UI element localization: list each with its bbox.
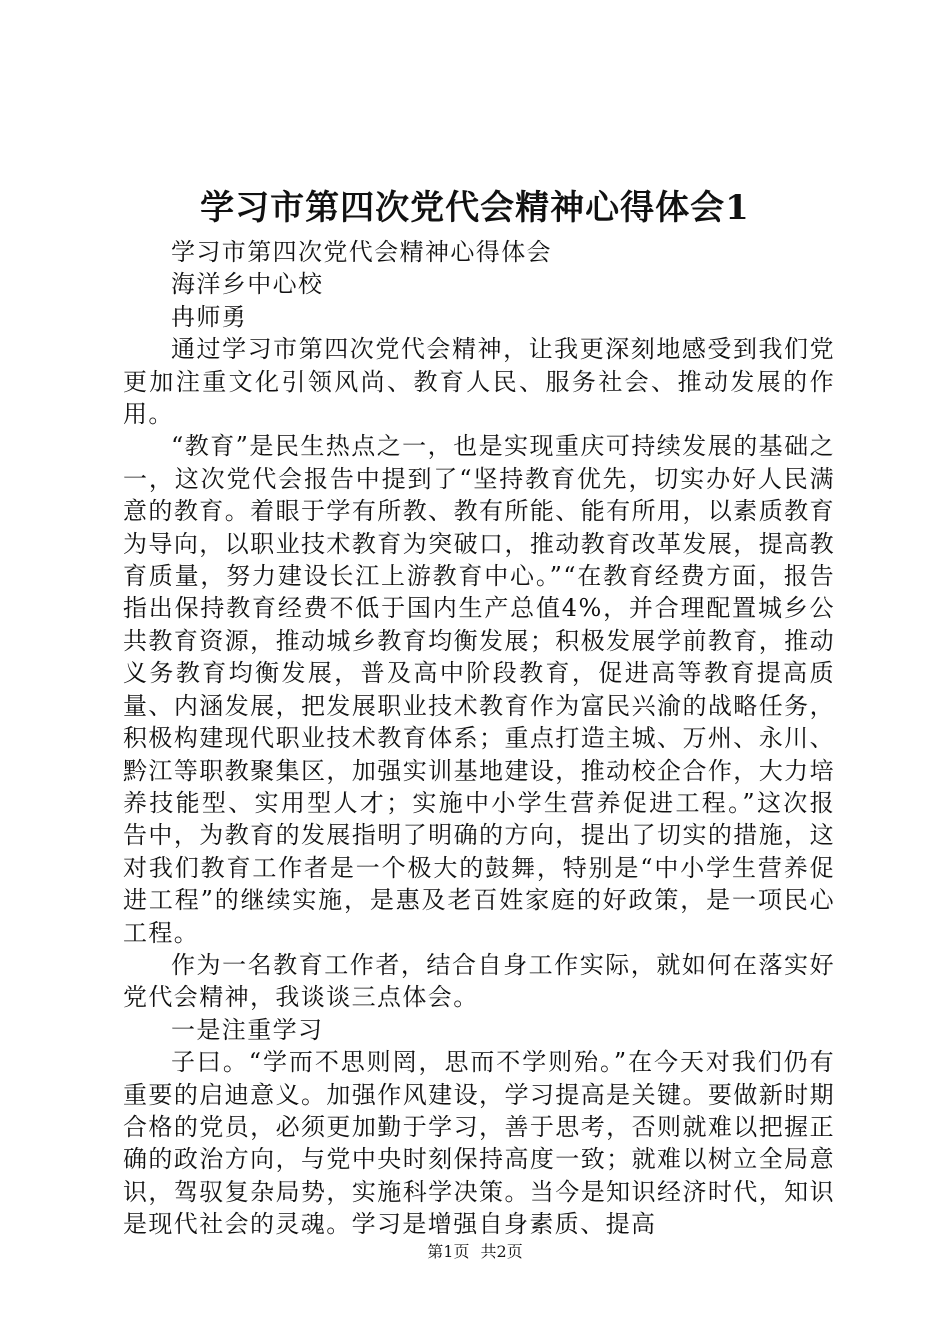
body-paragraph: “教育”是民生热点之一，也是实现重庆可持续发展的基础之一，这次党代会报告中提到了“坚持教育优先，切实办好人民满意的教育。着眼于学有所教、教有所能、能有所用，以素质教育为导向，以职业技术教育为突破口，推动教育改革发展，提高教育质量，努力建设长江上游教育中心。”“在教育经费方面，报告指出保持教育经费不低于国内生产总值4%，并合理配置城乡公共教育资源，推动城乡教育均衡发展；积极发展学前教育，推动义务教育均衡发展，普及高中阶段教育，促进高等教育提高质量、内涵发展，把发展职业技术教育作为富民兴渝的战略任务，积极构建现代职业技术教育体系；重点打造主城、万州、永川、黔江等职教聚集区，加强实训基地建设，推动校企合作，大力培养技能型、实用型人才；实施中小学生营养促进工程。”这次报告中，为教育的发展指明了明确的方向，提出了切实的措施，这对我们教育工作者是一个极大的鼓舞，特别是“中小学生营养促进工程”的继续实施，是惠及老百姓家庭的好政策，是一项民心工程。 bbox=[123, 432, 835, 947]
subtitle-paragraph: 学习市第四次党代会精神心得体会 bbox=[171, 238, 552, 266]
page-footer bbox=[0, 1240, 950, 1264]
organization-line: 海洋乡中心校 bbox=[171, 270, 324, 299]
page-total: 共2页 bbox=[480, 1242, 523, 1261]
body-paragraph: 通过学习市第四次党代会精神，让我更深刻地感受到我们党更加注重文化引领风尚、教育人民、服务社会、推动发展的作用。 bbox=[123, 335, 835, 429]
author-line: 冉师勇 bbox=[171, 302, 248, 331]
page-number: 第1页 bbox=[427, 1242, 470, 1261]
section-heading: 一是注重学习 bbox=[171, 1015, 324, 1044]
document-body bbox=[123, 236, 835, 1241]
document-title: 学习市第四次党代会精神心得体会1 bbox=[200, 188, 750, 228]
body-paragraph: 作为一名教育工作者，结合自身工作实际，就如何在落实好党代会精神，我谈谈三点体会。 bbox=[123, 950, 835, 1012]
body-paragraph: 子曰。“学而不思则罔，思而不学则殆。”在今天对我们仍有重要的启迪意义。加强作风建设，学习提高是关键。要做新时期合格的党员，必须更加勤于学习，善于思考，否则就难以把握正确的政治方向，与党中央时刻保持高度一致；就难以树立全局意识，驾驭复杂局势，实施科学决策。当今是知识经济时代，知识是现代社会的灵魂。学习是增强自身素质、提高 bbox=[123, 1048, 835, 1239]
